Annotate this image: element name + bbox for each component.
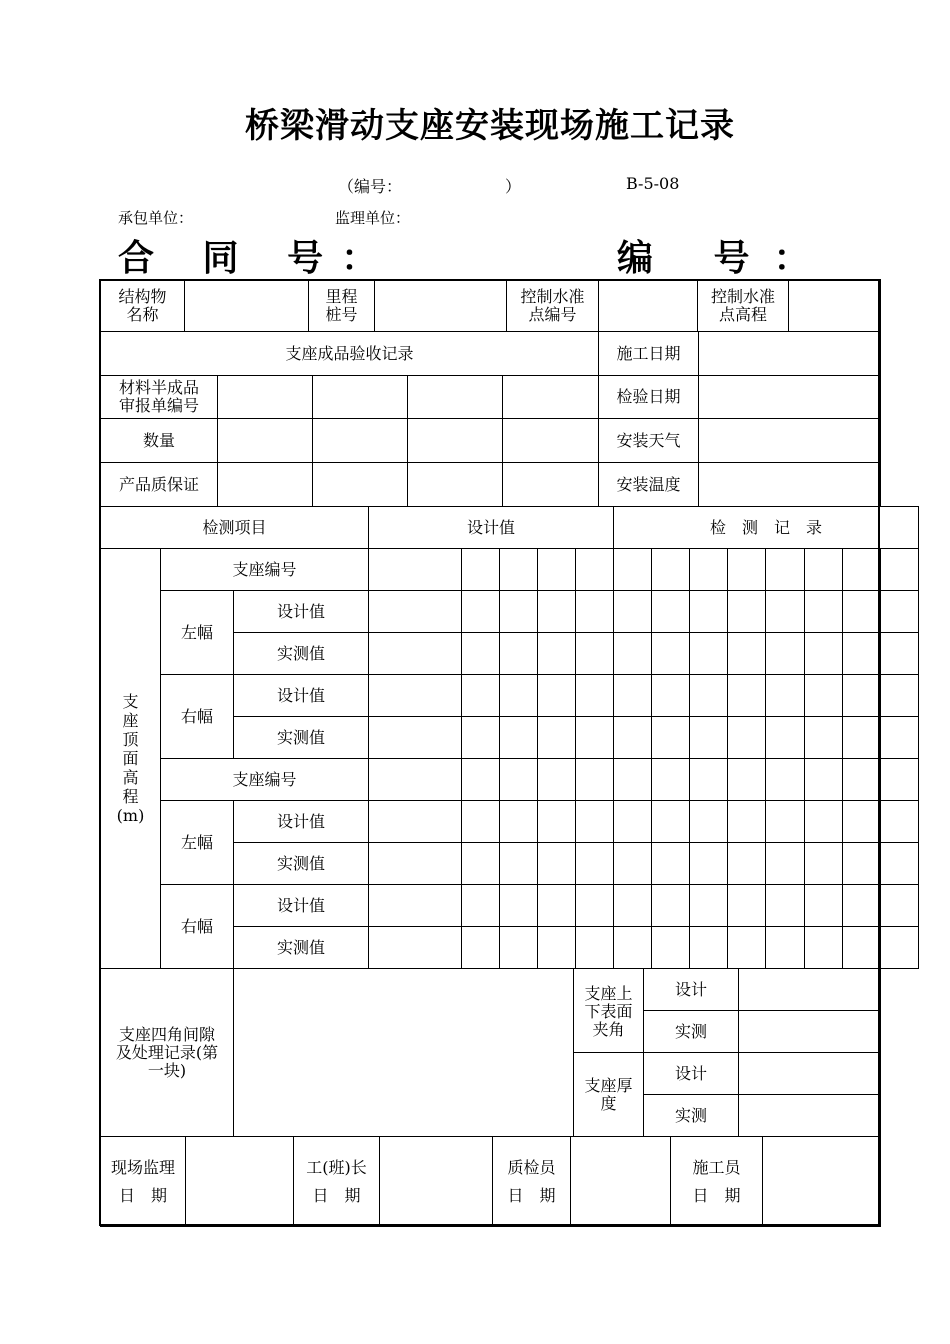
cell[interactable] xyxy=(728,759,766,801)
inspection-date-value[interactable] xyxy=(699,376,881,419)
cell[interactable] xyxy=(805,549,843,591)
cell[interactable] xyxy=(369,633,462,675)
measured-value-label: 实测值 xyxy=(234,927,369,969)
cell[interactable] xyxy=(500,633,538,675)
quantity-label: 数量 xyxy=(101,419,218,463)
bm-elev-value[interactable] xyxy=(789,280,881,332)
cell[interactable] xyxy=(538,759,576,801)
cell[interactable] xyxy=(652,843,690,885)
cell[interactable] xyxy=(766,843,805,885)
design-value-label: 设计值 xyxy=(234,885,369,927)
cell[interactable] xyxy=(500,549,538,591)
cell[interactable] xyxy=(369,801,462,843)
cell[interactable] xyxy=(881,801,919,843)
left-span-label: 左幅 xyxy=(161,801,234,885)
cell[interactable] xyxy=(369,549,462,591)
cell[interactable] xyxy=(614,717,652,759)
gap-record-label: 支座四角间隙 及处理记录(第 一块) xyxy=(101,969,234,1137)
cell[interactable] xyxy=(805,885,843,927)
cell[interactable] xyxy=(690,549,728,591)
cell[interactable] xyxy=(766,717,805,759)
cell[interactable] xyxy=(843,549,881,591)
cell[interactable] xyxy=(843,717,881,759)
cell[interactable] xyxy=(538,549,576,591)
cell[interactable] xyxy=(538,801,576,843)
cell[interactable] xyxy=(690,801,728,843)
cell[interactable] xyxy=(614,759,652,801)
cell[interactable] xyxy=(462,717,500,759)
cell[interactable] xyxy=(843,591,881,633)
cell[interactable] xyxy=(881,549,919,591)
struct-name-label: 结构物 名称 xyxy=(101,280,185,332)
thickness-measured-label: 实测 xyxy=(644,1095,739,1137)
cell[interactable] xyxy=(408,376,503,419)
cell[interactable] xyxy=(614,633,652,675)
design-value-label: 设计值 xyxy=(234,675,369,717)
cell[interactable] xyxy=(690,843,728,885)
cell[interactable] xyxy=(538,927,576,969)
cell[interactable] xyxy=(576,717,614,759)
record-header: 检 测 记 录 xyxy=(614,507,919,549)
foreman-sign[interactable] xyxy=(380,1137,493,1227)
cell[interactable] xyxy=(462,927,500,969)
cell[interactable] xyxy=(805,759,843,801)
material-approval-label: 材料半成品 审报单编号 xyxy=(101,376,218,419)
cell[interactable] xyxy=(462,591,500,633)
cell[interactable] xyxy=(805,843,843,885)
cell[interactable] xyxy=(369,885,462,927)
design-value-header: 设计值 xyxy=(369,507,614,549)
cell[interactable] xyxy=(614,801,652,843)
cell[interactable] xyxy=(766,675,805,717)
cell[interactable] xyxy=(690,675,728,717)
cell[interactable] xyxy=(805,927,843,969)
cell[interactable] xyxy=(728,717,766,759)
cell[interactable] xyxy=(576,801,614,843)
cell[interactable] xyxy=(369,843,462,885)
cell[interactable] xyxy=(881,885,919,927)
design-value-label: 设计值 xyxy=(234,591,369,633)
cell[interactable] xyxy=(881,843,919,885)
cell[interactable] xyxy=(218,419,313,463)
cell[interactable] xyxy=(614,549,652,591)
cell[interactable] xyxy=(843,843,881,885)
measurement-table xyxy=(100,506,919,969)
cell[interactable] xyxy=(766,591,805,633)
cell[interactable] xyxy=(652,633,690,675)
cell[interactable] xyxy=(843,675,881,717)
site-supervisor-label: 现场监理 日 期 xyxy=(101,1137,186,1227)
cell[interactable] xyxy=(728,801,766,843)
angle-measured-value[interactable] xyxy=(739,1011,881,1053)
cell[interactable] xyxy=(500,759,538,801)
cell[interactable] xyxy=(652,885,690,927)
angle-measured-label: 实测 xyxy=(644,1011,739,1053)
station-label: 里程 桩号 xyxy=(309,280,375,332)
cell[interactable] xyxy=(766,759,805,801)
cell[interactable] xyxy=(728,633,766,675)
left-span-label: 左幅 xyxy=(161,591,234,675)
thickness-design-label: 设计 xyxy=(644,1053,739,1095)
contract-number-label: 合 同 号： xyxy=(118,237,396,279)
inspection-date-label: 检验日期 xyxy=(599,376,699,419)
cell[interactable] xyxy=(500,717,538,759)
cell[interactable] xyxy=(538,591,576,633)
cell[interactable] xyxy=(690,633,728,675)
contractor-label: 承包单位： xyxy=(118,209,194,227)
measured-value-label: 实测值 xyxy=(234,843,369,885)
cell[interactable] xyxy=(652,801,690,843)
gap-table xyxy=(100,968,881,1137)
angle-design-label: 设计 xyxy=(644,969,739,1011)
site-supervisor-sign[interactable] xyxy=(186,1137,294,1227)
cell[interactable] xyxy=(313,419,408,463)
cell[interactable] xyxy=(728,843,766,885)
thickness-measured-value[interactable] xyxy=(739,1095,881,1137)
cell[interactable] xyxy=(576,843,614,885)
cell[interactable] xyxy=(652,927,690,969)
cell[interactable] xyxy=(766,885,805,927)
cell[interactable] xyxy=(766,927,805,969)
cell[interactable] xyxy=(843,759,881,801)
cell[interactable] xyxy=(652,759,690,801)
cell[interactable] xyxy=(805,591,843,633)
cell[interactable] xyxy=(576,885,614,927)
check-item-header: 检测项目 xyxy=(101,507,369,549)
supervisor-label: 监理单位： xyxy=(335,209,411,227)
cell[interactable] xyxy=(805,633,843,675)
cell[interactable] xyxy=(538,885,576,927)
cell[interactable] xyxy=(843,633,881,675)
cell[interactable] xyxy=(576,633,614,675)
cell[interactable] xyxy=(881,759,919,801)
thickness-design-value[interactable] xyxy=(739,1053,881,1095)
cell[interactable] xyxy=(614,885,652,927)
cell[interactable] xyxy=(805,675,843,717)
cell[interactable] xyxy=(462,675,500,717)
cell[interactable] xyxy=(500,927,538,969)
cell[interactable] xyxy=(576,759,614,801)
cell[interactable] xyxy=(369,675,462,717)
cell[interactable] xyxy=(652,591,690,633)
acceptance-title: 支座成品验收记录 xyxy=(101,332,599,376)
weather-value[interactable] xyxy=(699,419,881,463)
cell[interactable] xyxy=(313,463,408,507)
angle-design-value[interactable] xyxy=(739,969,881,1011)
cell[interactable] xyxy=(843,927,881,969)
measured-value-label: 实测值 xyxy=(234,717,369,759)
elevation-side-label: 支 座 顶 面 高 程 (m) xyxy=(101,549,161,969)
cell[interactable] xyxy=(881,591,919,633)
cell[interactable] xyxy=(576,591,614,633)
cell[interactable] xyxy=(805,717,843,759)
cell[interactable] xyxy=(766,801,805,843)
cell[interactable] xyxy=(690,927,728,969)
cell[interactable] xyxy=(369,927,462,969)
station-value[interactable] xyxy=(375,280,507,332)
cell[interactable] xyxy=(728,549,766,591)
cell[interactable] xyxy=(881,717,919,759)
cell[interactable] xyxy=(766,549,805,591)
cell[interactable] xyxy=(614,843,652,885)
form-number: B-5-08 xyxy=(626,174,680,193)
cell[interactable] xyxy=(728,591,766,633)
cell[interactable] xyxy=(462,633,500,675)
temperature-value[interactable] xyxy=(699,463,881,507)
cell[interactable] xyxy=(538,843,576,885)
cell[interactable] xyxy=(766,633,805,675)
bearing-number-label: 支座编号 xyxy=(161,549,369,591)
worker-label: 施工员 日 期 xyxy=(671,1137,763,1227)
cell[interactable] xyxy=(500,885,538,927)
cell[interactable] xyxy=(690,885,728,927)
cell[interactable] xyxy=(652,675,690,717)
cell[interactable] xyxy=(462,549,500,591)
construction-date-value[interactable] xyxy=(699,332,881,376)
cell[interactable] xyxy=(313,376,408,419)
thickness-label: 支座厚 度 xyxy=(574,1053,644,1137)
cell[interactable] xyxy=(728,927,766,969)
bm-no-label: 控制水准 点编号 xyxy=(507,280,599,332)
cell[interactable] xyxy=(538,675,576,717)
cell[interactable] xyxy=(503,463,599,507)
construction-date-label: 施工日期 xyxy=(599,332,699,376)
cell[interactable] xyxy=(503,419,599,463)
cell[interactable] xyxy=(614,927,652,969)
cell[interactable] xyxy=(462,801,500,843)
weather-label: 安装天气 xyxy=(599,419,699,463)
cell[interactable] xyxy=(462,885,500,927)
info-table xyxy=(100,279,881,332)
cell[interactable] xyxy=(503,376,599,419)
cell[interactable] xyxy=(614,675,652,717)
cell[interactable] xyxy=(728,885,766,927)
design-value-label: 设计值 xyxy=(234,801,369,843)
page-title: 桥梁滑动支座安装现场施工记录 xyxy=(245,106,735,146)
angle-label: 支座上 下表面 夹角 xyxy=(574,969,644,1053)
cell[interactable] xyxy=(500,591,538,633)
cell[interactable] xyxy=(538,717,576,759)
cell[interactable] xyxy=(408,419,503,463)
cell[interactable] xyxy=(881,927,919,969)
cell[interactable] xyxy=(369,591,462,633)
cell[interactable] xyxy=(881,633,919,675)
right-span-label: 右幅 xyxy=(161,675,234,759)
cell[interactable] xyxy=(218,376,313,419)
cell[interactable] xyxy=(843,885,881,927)
cell[interactable] xyxy=(843,801,881,843)
cell[interactable] xyxy=(576,927,614,969)
bm-elev-label: 控制水准 点高程 xyxy=(698,280,789,332)
measured-value-label: 实测值 xyxy=(234,633,369,675)
inspector-sign[interactable] xyxy=(571,1137,671,1227)
cell[interactable] xyxy=(462,843,500,885)
signoff-table xyxy=(100,1136,881,1227)
code-close: ） xyxy=(505,177,522,196)
cell[interactable] xyxy=(500,801,538,843)
cell[interactable] xyxy=(462,759,500,801)
cell[interactable] xyxy=(369,717,462,759)
cell[interactable] xyxy=(500,843,538,885)
cell[interactable] xyxy=(538,633,576,675)
cell[interactable] xyxy=(690,759,728,801)
bearing-number-label: 支座编号 xyxy=(161,759,369,801)
cell[interactable] xyxy=(652,549,690,591)
gap-record-value[interactable] xyxy=(234,969,574,1137)
cell[interactable] xyxy=(805,801,843,843)
cell[interactable] xyxy=(500,675,538,717)
bm-no-value[interactable] xyxy=(599,280,698,332)
cell[interactable] xyxy=(218,463,313,507)
cell[interactable] xyxy=(690,717,728,759)
cell[interactable] xyxy=(576,675,614,717)
right-span-label: 右幅 xyxy=(161,885,234,969)
cell[interactable] xyxy=(690,591,728,633)
cell[interactable] xyxy=(728,675,766,717)
document-number-label: 编 号： xyxy=(617,237,834,279)
cell[interactable] xyxy=(576,549,614,591)
cell[interactable] xyxy=(652,717,690,759)
code-label: （编号： xyxy=(338,177,403,196)
cell[interactable] xyxy=(408,463,503,507)
quality-cert-label: 产品质保证 xyxy=(101,463,218,507)
worker-sign[interactable] xyxy=(763,1137,881,1227)
struct-name-value[interactable] xyxy=(185,280,309,332)
inspector-label: 质检员 日 期 xyxy=(493,1137,571,1227)
temperature-label: 安装温度 xyxy=(599,463,699,507)
cell[interactable] xyxy=(614,591,652,633)
cell[interactable] xyxy=(881,675,919,717)
acceptance-table xyxy=(100,331,881,507)
foreman-label: 工(班)长 日 期 xyxy=(294,1137,380,1227)
cell[interactable] xyxy=(369,759,462,801)
